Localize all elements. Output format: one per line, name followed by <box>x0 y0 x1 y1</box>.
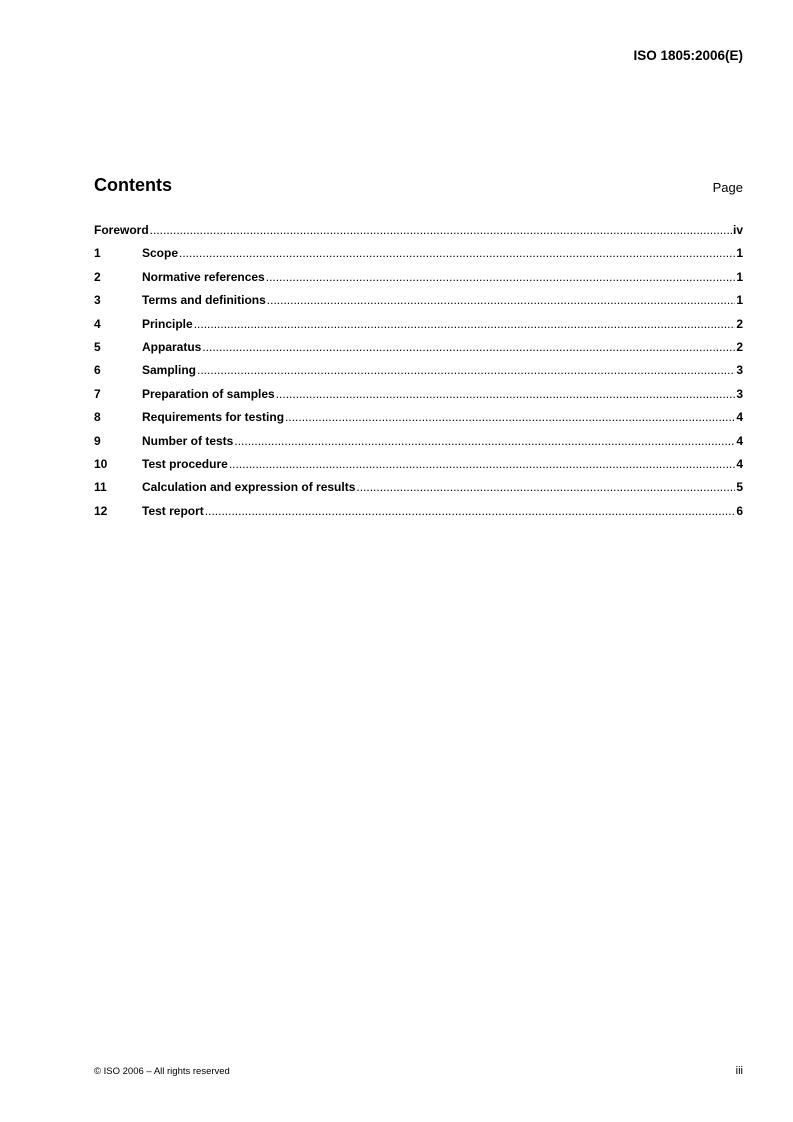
toc-entry-number: 9 <box>94 433 101 448</box>
toc-entry-number: 7 <box>94 386 101 401</box>
toc-entry-title: Sampling <box>142 363 197 378</box>
toc-entry-title: Scope <box>142 246 179 261</box>
toc-entry-title: Principle <box>142 316 193 331</box>
toc-entry-title: Foreword <box>94 223 149 237</box>
toc-entry-title: Test report <box>142 503 204 518</box>
toc-entry-4[interactable] <box>94 317 743 340</box>
toc-entry-title: Apparatus <box>142 339 202 354</box>
toc-entry-number: 5 <box>94 339 101 354</box>
toc-entry-title: Normative references <box>142 269 265 284</box>
toc-entry-11[interactable] <box>94 480 743 503</box>
toc-entry-number: 3 <box>94 293 101 308</box>
dot-leader <box>356 480 735 494</box>
toc-entry-page: 1 <box>736 293 743 308</box>
toc-entry-12[interactable] <box>94 504 743 527</box>
toc-entry-title: Calculation and expression of results <box>142 480 356 495</box>
toc-entry-10[interactable] <box>94 457 743 480</box>
toc-entry-page: 2 <box>736 316 743 331</box>
toc-entry-2[interactable] <box>94 270 743 293</box>
toc-entry-title: Number of tests <box>142 433 234 448</box>
toc-entry-page: iv <box>732 223 743 237</box>
toc-entry-page: 4 <box>736 433 743 448</box>
dot-leader <box>197 363 735 377</box>
dot-leader <box>194 317 736 331</box>
dot-leader <box>205 504 736 518</box>
document-id: ISO 1805:2006(E) <box>633 48 743 63</box>
toc-entry-8[interactable] <box>94 410 743 433</box>
toc-entry-page: 6 <box>736 503 743 518</box>
dot-leader <box>202 340 735 354</box>
footer-copyright: © ISO 2006 – All rights reserved <box>94 1066 230 1077</box>
toc-entry-foreword[interactable] <box>94 223 743 246</box>
toc-entry-number: 6 <box>94 363 101 378</box>
toc-entry-page: 3 <box>736 363 743 378</box>
toc-entry-number: 11 <box>94 480 107 495</box>
toc-entry-title: Test procedure <box>142 456 228 471</box>
toc-entry-title: Terms and definitions <box>142 293 266 308</box>
toc-entry-number: 2 <box>94 269 101 284</box>
toc-entry-page: 4 <box>736 456 743 471</box>
toc-entry-page: 4 <box>736 410 743 425</box>
dot-leader <box>266 270 736 284</box>
toc-entry-page: 3 <box>736 386 743 401</box>
dot-leader <box>150 223 732 237</box>
dot-leader <box>179 246 735 260</box>
page-column-label: Page <box>712 180 743 195</box>
toc-entry-9[interactable] <box>94 434 743 457</box>
toc-entry-7[interactable] <box>94 387 743 410</box>
table-of-contents <box>94 223 743 527</box>
toc-entry-5[interactable] <box>94 340 743 363</box>
toc-entry-number: 12 <box>94 503 108 518</box>
toc-entry-page: 2 <box>736 339 743 354</box>
dot-leader <box>267 293 736 307</box>
toc-entry-number: 1 <box>94 246 101 261</box>
contents-title: Contents <box>94 175 172 195</box>
dot-leader <box>276 387 736 401</box>
toc-entry-number: 8 <box>94 410 101 425</box>
toc-entry-page: 5 <box>736 480 743 495</box>
toc-entry-page: 1 <box>736 269 743 284</box>
dot-leader <box>234 434 735 448</box>
toc-entry-3[interactable] <box>94 293 743 316</box>
dot-leader <box>285 410 735 424</box>
toc-entry-6[interactable] <box>94 363 743 386</box>
toc-entry-page: 1 <box>736 246 743 261</box>
toc-entry-number: 10 <box>94 456 108 471</box>
toc-entry-1[interactable] <box>94 246 743 269</box>
toc-entry-title: Preparation of samples <box>142 386 275 401</box>
toc-entry-title: Requirements for testing <box>142 410 285 425</box>
contents-header <box>94 175 743 201</box>
toc-entry-number: 4 <box>94 316 101 331</box>
dot-leader <box>229 457 736 471</box>
footer-page-number: iii <box>735 1065 743 1077</box>
